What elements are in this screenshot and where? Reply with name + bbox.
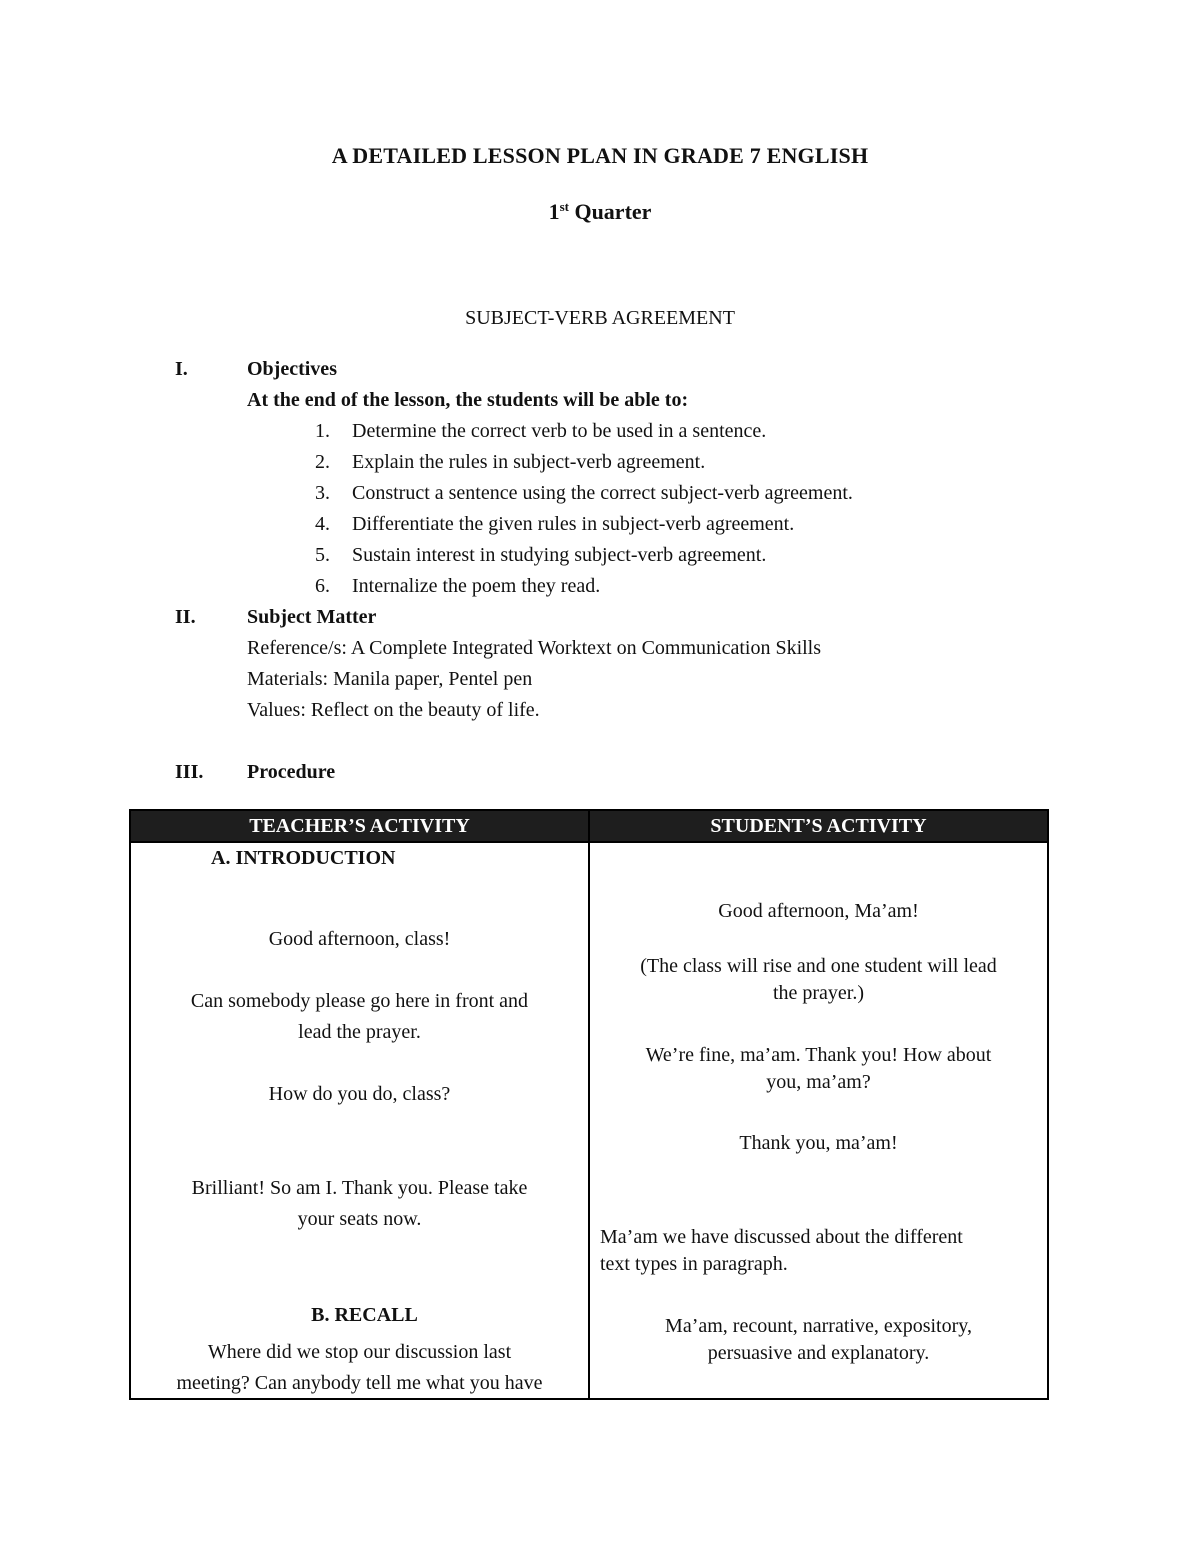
reference-line: Reference/s: A Complete Integrated Worktext on Communication Skills — [247, 637, 822, 659]
procedure-table — [129, 809, 1049, 1400]
table-row — [130, 842, 1048, 1399]
materials-line: Materials: Manila paper, Pentel pen — [247, 668, 533, 690]
section-b-heading: B. RECALL — [311, 1304, 418, 1326]
objective-number: 4. — [315, 513, 330, 535]
teacher-recall-line-1: Where did we stop our discussion last — [207, 1341, 512, 1363]
student-greeting: Good afternoon, Ma’am! — [718, 900, 919, 922]
section-a-heading: A. INTRODUCTION — [211, 847, 396, 869]
procedure-roman: III. — [175, 761, 204, 783]
teacher-brilliant-line-2: your seats now. — [297, 1208, 422, 1230]
teacher-activity-header: TEACHER’S ACTIVITY — [130, 810, 589, 842]
student-fine-line-2: you, ma’am? — [766, 1071, 871, 1093]
objective-text: Construct a sentence using the correct subject-verb agreement. — [352, 482, 853, 504]
student-discussed-line-1: Ma’am we have discussed about the different — [600, 1226, 963, 1248]
objective-text: Determine the correct verb to be used in a sentence. — [352, 420, 767, 442]
student-activity-cell — [589, 842, 1048, 1399]
objective-number: 3. — [315, 482, 330, 504]
teacher-how-do: How do you do, class? — [268, 1083, 451, 1105]
procedure-heading: Procedure — [247, 761, 336, 783]
document-title: A DETAILED LESSON PLAN IN GRADE 7 ENGLISH — [331, 143, 869, 168]
student-activity-header: STUDENT’S ACTIVITY — [589, 810, 1048, 842]
table-header-row — [130, 810, 1048, 842]
quarter-suffix: st — [559, 199, 569, 214]
objective-number: 6. — [315, 575, 330, 597]
student-thanks: Thank you, ma’am! — [739, 1132, 898, 1154]
student-types-line-1: Ma’am, recount, narrative, expository, — [665, 1315, 972, 1337]
teacher-activity-cell — [130, 842, 589, 1399]
objective-number: 5. — [315, 544, 330, 566]
objective-number: 2. — [315, 451, 330, 473]
objective-text: Sustain interest in studying subject-verb agreement. — [352, 544, 767, 566]
teacher-prayer-line-2: lead the prayer. — [298, 1021, 421, 1043]
objective-text: Internalize the poem they read. — [352, 575, 601, 597]
objective-number: 1. — [315, 420, 330, 442]
student-rise-line-2: the prayer.) — [772, 982, 865, 1004]
student-fine-line-1: We’re fine, ma’am. Thank you! How about — [645, 1044, 992, 1066]
objective-text: Differentiate the given rules in subject-verb agreement. — [352, 513, 795, 535]
quarter-heading — [0, 199, 1200, 225]
quarter-word: Quarter — [574, 199, 652, 224]
teacher-brilliant-line-1: Brilliant! So am I. Thank you. Please take — [191, 1177, 528, 1199]
teacher-greeting: Good afternoon, class! — [268, 928, 451, 950]
student-rise-line-1: (The class will rise and one student will lead — [640, 955, 997, 977]
student-discussed-line-2: text types in paragraph. — [600, 1253, 788, 1275]
subject-matter-roman: II. — [175, 606, 196, 628]
teacher-prayer-line-1: Can somebody please go here in front and — [190, 990, 529, 1012]
objective-text: Explain the rules in subject-verb agreement. — [352, 451, 706, 473]
objectives-roman: I. — [175, 358, 188, 380]
student-types-line-2: persuasive and explanatory. — [707, 1342, 930, 1364]
topic-heading: SUBJECT-VERB AGREEMENT — [465, 307, 735, 329]
teacher-recall-line-2: meeting? Can anybody tell me what you have — [176, 1372, 543, 1394]
subject-matter-heading: Subject Matter — [247, 606, 377, 628]
objectives-heading: Objectives — [247, 358, 337, 380]
values-line: Values: Reflect on the beauty of life. — [247, 699, 540, 721]
objectives-intro: At the end of the lesson, the students will be able to: — [247, 389, 689, 411]
quarter-number: 1 — [548, 199, 560, 224]
